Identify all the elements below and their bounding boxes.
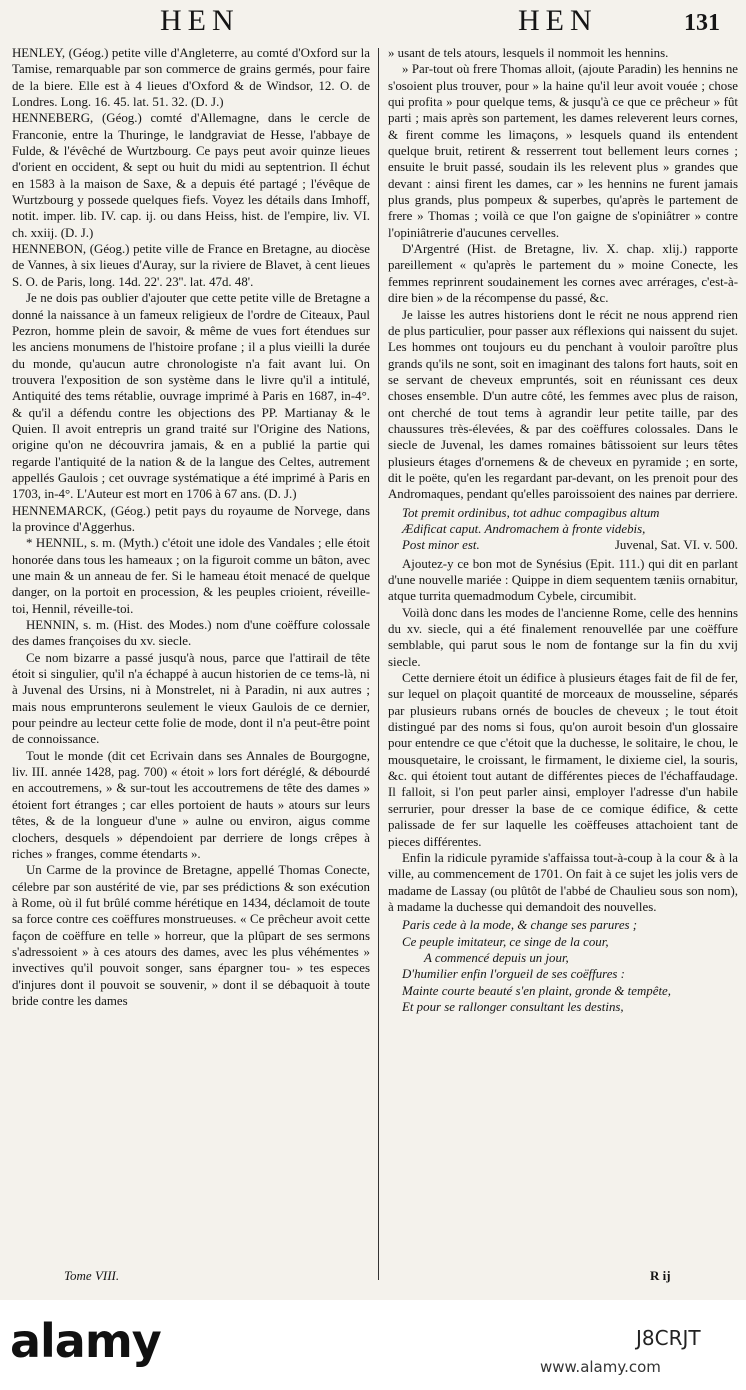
- entry-hennin: HENNIN, s. m. (Hist. des Modes.) nom d'une coëffure colossale des dames françoises du xv. siecle.: [12, 618, 370, 649]
- paragraph-voila: Voilà donc dans les modes de l'ancienne Rome, celle des hennins du xv. siecle, qui a été finalement renouvellée par une coëffure semblable, qui parut sous le nom de fontange sur la fin du xvij siecle.: [388, 605, 738, 669]
- verse-juvenal: [402, 505, 738, 554]
- verse-line: Paris cede à la mode, & change ses parures ;: [402, 918, 638, 933]
- left-column: [12, 45, 370, 1285]
- entry-hennebon: HENNEBON, (Géog.) petite ville de France en Bretagne, au diocèse de Vannes, à six lieues d'Auray, sur la riviere de Blavet, à cent lieues S. O. de Paris, long. 14d. 22'. 23''. lat. 47d. 48'.: [12, 242, 370, 289]
- paragraph-synesius: Ajoutez-y ce bon mot de Synésius (Epit. 111.) qui dit en parlant d'une nouvelle mariée : Quippe in diem sequentem tæniis ornabitur, atque turrita quemadmodum Cybele, circumibit.: [388, 556, 738, 604]
- paragraph-carme: Un Carme de la province de Bretagne, appellé Thomas Conecte, célebre par son austérité de vie, par ses prédictions & son exécution à Rome, où il fut brûlé comme hérétique en 1434, déclamoit de toute sa force contre ces coëffures monstrueuses. « Ce prêcheur avoit cette façon de coëffure en telle » horreur, que la plûpart de ses sermons s'adressoient » à ces atours des dames, avec les plus véhémentes » invectives qu'il pouvoit songer, sans épargner tou- » tes especes d'injures dont il pouvoit se souvenir, » dont il se débaquoit à toute bride contre les dames: [12, 863, 370, 1008]
- verse-line: Ce peuple imitateur, ce singe de la cour,: [402, 934, 609, 949]
- paragraph-tout-le-monde: Tout le monde (dit cet Ecrivain dans ses Annales de Bourgogne, liv. III. année 1428, pag. 700) « étoit » lors fort déréglé, & débourdé en accoutremens, » & sur-tout les accoutremens de tête des dames » étoient fort étranges ; car elles portoient de hauts » atours sur leurs têtes, & de la longueur d'une » aulne ou environ, aigus comme clochers, desquels » dépendoient par derriere de longs crêpes à riches » franges, comme étendarts ».: [12, 748, 370, 861]
- entry-hennil: * HENNIL, s. m. (Myth.) c'étoit une idole des Vandales ; elle étoit honorée dans tous les hameaux ; on la figuroit comme un bâton, avec une main & un anneau de fer. Si le hameau étoit menacé de quelque danger, on la portoit en procession, & les peuples crioient, réveille-toi, Hennil, réveille-toi.: [12, 536, 370, 616]
- watermark-url: www.alamy.com: [540, 1358, 661, 1376]
- verse-reference: Juvenal, Sat. VI. v. 500.: [614, 538, 738, 553]
- paragraph-par-tout: » Par-tout où frere Thomas alloit, (ajoute Paradin) les hennins ne s'osoient plus trouver, pour » la haine qu'il leur avoit vouée ; chose qui profita » pour quelque tems, & jusqu'à ce que ce prêcheur » fût parti ; mais après son partement, les dames releverent leurs cornes, & firent comme les limaçons, » lesquels quand ils entendent quelque bruit, retirent & resserrent tout bellement leurs cornes ; ensuite le bruit passé, soudain ils les relevent plus » grandes que devant : ainsi firent les dames, car » les hennins ne furent jamais plus grands, plus pompeux & superbes, qu'après le partement de frere » Thomas ; voilà ce que l'on gaigne de s'opiniâtrer » contre l'opiniâtrerie d'aucunes cervelles.: [388, 62, 738, 240]
- verse-line: D'humilier enfin l'orgueil de ses coëffures :: [402, 967, 625, 982]
- verse-text: Post minor est.: [402, 538, 480, 553]
- paragraph-usant: » usant de tels atours, lesquels il nommoit les hennins.: [388, 46, 669, 60]
- paragraph-enfin: Enfin la ridicule pyramide s'affaissa tout-à-coup à la cour & à la ville, au commencement de 1701. On fait à ce sujet les jolis vers de madame de Lassay (ou plûtôt de l'abbé de Chaulieu sous son nom), à madame la duchesse qui demandoit des nouvelles.: [388, 850, 738, 914]
- paragraph-fontange: Cette derniere étoit un édifice à plusieurs étages fait de fil de fer, sur lequel on plaçoit quantité de morceaux de mousseline, séparés par plusieurs rubans ornés de boucles de cheveux ; le tout étoit distingué par des noms si fous, qu'on auroit besoin d'un glossaire pour entendre ce que c'étoit que la duchesse, le solitaire, le chou, le mousquetaire, le croissant, le firmament, le dixieme ciel, la souris, &c. qui étoient tout autant de différentes pieces de l'échaffaudage. Il falloit, si l'on peut parler ainsi, employer l'adresse d'un habile serrurier, pour dresser la base de ce comique édifice, & cette palissade de fer sur laquelle les coëffeuses attachoient tant de pieces différentes.: [388, 671, 738, 849]
- image-id: J8CRJT: [636, 1326, 701, 1350]
- paragraph-nom-bizarre: Ce nom bizarre a passé jusqu'à nous, parce que l'attirail de tête étoit si singulier, qu'il n'a échappé à aucun historien de ce tems-là, ni à Juvenal des Ursins, ni à Monstrelet, ni à Paradin, ni aux autres ; mais nous emprunterons seulement le vieux Gaulois de ce dernier, pour peindre au lecteur cette folie de mode, dont il n'a peut-être point de connoissance.: [12, 650, 370, 747]
- paragraph-dargentre: D'Argentré (Hist. de Bretagne, liv. X. chap. xlij.) rapporte pareillement « qu'après le partement du » moine Conecte, les femmes reprinrent soudainement les cornes avec arrérages, c'est-à-dire bien » de la récompense du passé, &c.: [388, 242, 738, 306]
- verse-line: A commencé depuis un jour,: [424, 950, 569, 965]
- verse-lassay: [402, 917, 738, 1015]
- entry-henley: HENLEY, (Géog.) petite ville d'Angleterre, au comté d'Oxford sur la Tamise, remarquable par son commerce de grains germés, pour faire de la biere. Elle est à 4 lieues d'Oxford & de Windsor, 12. O. de Londres. Long. 16. 45. lat. 51. 32. (D. J.): [12, 46, 370, 110]
- verse-line: Tot premit ordinibus, tot adhuc compagibus altum: [402, 505, 660, 520]
- stock-watermark-bar: [0, 1300, 746, 1390]
- entry-hennemarck: HENNEMARCK, (Géog.) petit pays du royaume de Norvege, dans la province d'Aggerhus.: [12, 503, 370, 534]
- running-header: [0, 4, 746, 44]
- verse-line: Et pour se rallonger consultant les destins,: [402, 999, 624, 1014]
- signature-mark: R ij: [650, 1268, 671, 1283]
- paragraph-je-laisse: Je laisse les autres historiens dont le récit ne nous apprend rien de plus particulier, pour passer aux réflexions qui naissent du sujet. Les hommes ont toujours eu du penchant à vouloir paroître plus grands qu'ils ne sont, soit en imaginant des talons fort hauts, soit en se servant de cheveux empruntés, soit en réunissant ces deux choses ensemble. D'un autre côté, les femmes avec plus de raison, ont cherché de tout tems à agrandir leur petite taille, par des chaussures très-élevées, & par des coëffures colossales. Dans le siecle de Juvenal, les dames romaines bâtissoient sur leurs têtes plusieurs étages d'ornemens & de cheveux en pyramide ; en sorte, dit le poëte, qu'en les regardant par-devant, on les prenoit pour des Andromaques, pendant qu'elles paroissoient des naines par derriere.: [388, 307, 738, 502]
- column-divider: [378, 48, 379, 1280]
- entry-henneberg: HENNEBERG, (Géog.) comté d'Allemagne, dans le cercle de Franconie, entre la Thuringe, le landgraviat de Hesse, l'abbaye de Fulde, & l'évêché de Wurtzbourg. Ce pays peut avoir quinze lieues d'orient en occident, & sept ou huit du midi au septentrion. Il échut en 1583 à la maison de Saxe, & a depuis été partagé ; l'évêque de Wurtzbourg y possede quelques fiefs. Voyez les détails dans Imhoff, notit. imper. lib. IV. cap. ij. ou dans Heiss, hist. de l'empire, liv. VI. ch. xxiij. (D. J.): [12, 111, 370, 240]
- header-left-word: HEN: [160, 4, 240, 37]
- header-right-word: HEN: [518, 4, 598, 37]
- verse-line: [402, 537, 738, 553]
- verse-line: Ædificat caput. Andromachem à fronte videbis,: [402, 521, 646, 536]
- verse-line: Mainte courte beauté s'en plaint, gronde & tempête,: [402, 983, 671, 998]
- paragraph-pezron: Je ne dois pas oublier d'ajouter que cette petite ville de Bretagne a donné la naissance à un fameux religieux de l'ordre de Citeaux, Paul Pezron, homme plein de savoir, & même de vues fort étendues sur les anciens monumens de l'histoire profane ; il a plus vieilli la durée du monde, qu'aucun autre chronologiste n'a fait avant lui. On trouvera l'exposition de son système dans le livre qu'il a intitulé, Antiquité des tems rétablie, ouvrage imprimé à Paris en 1687, in-4°. & qu'il a défendu contre les objections des PP. Martianay & le Quien. Il avoit entrepris un grand traité sur l'Origine des Nations, origine qu'on ne découvrira jamais, & en a publié la partie qui regarde l'antiquité de la nation & de la langue des Celtes, autrement appellés Gaulois ; cet ouvrage systématique a été imprimé à Paris en 1703, in-4°. L'Auteur est mort en 1706 à 67 ans. (D. J.): [12, 291, 370, 502]
- alamy-logo: alamy: [10, 1314, 161, 1368]
- right-column: [388, 45, 738, 1285]
- page-number: 131: [684, 10, 720, 36]
- volume-label: Tome VIII.: [64, 1268, 120, 1283]
